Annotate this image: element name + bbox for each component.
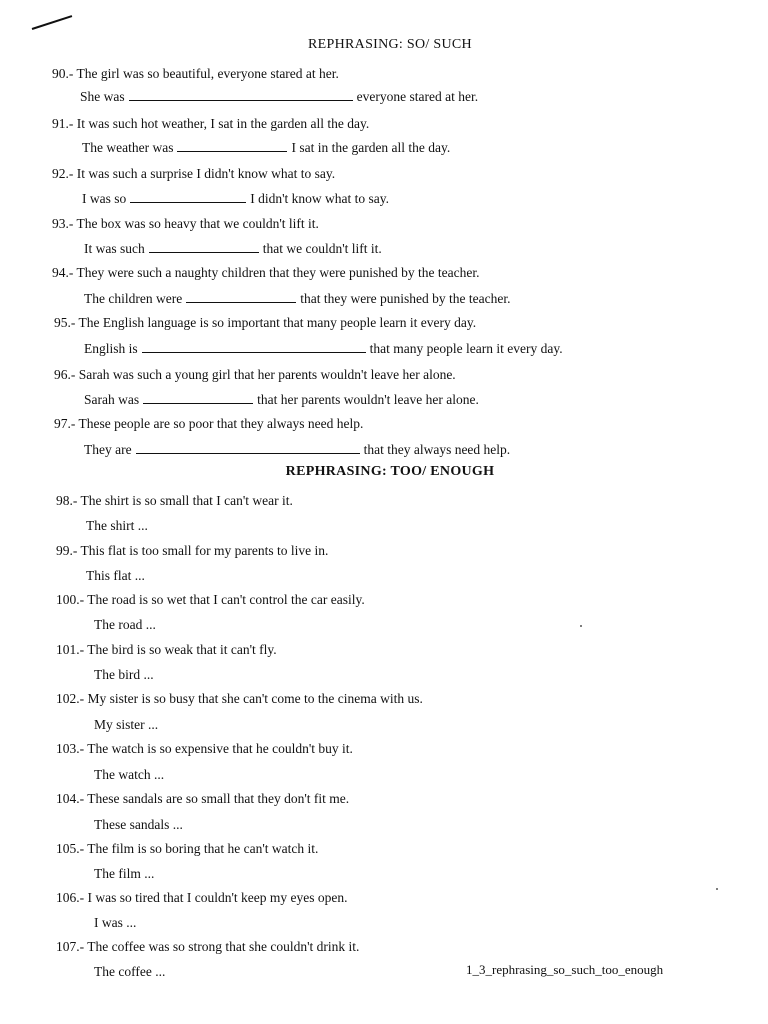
question-96: 96.- Sarah was such a young girl that her parents wouldn't leave her alone. bbox=[54, 367, 456, 382]
answer-blank[interactable] bbox=[143, 392, 253, 404]
question-91: 91.- It was such hot weather, I sat in the garden all the day. bbox=[52, 116, 370, 131]
answer-blank[interactable] bbox=[130, 191, 246, 203]
answer-end: that her parents wouldn't leave her alone. bbox=[257, 392, 479, 407]
answer-92 bbox=[82, 191, 389, 207]
title-too-enough: REPHRASING: TOO/ ENOUGH bbox=[285, 464, 495, 479]
answer-100: The road ... bbox=[94, 617, 156, 632]
question-99: 99.- This flat is too small for my parents to live in. bbox=[56, 543, 329, 558]
answer-blank[interactable] bbox=[149, 241, 259, 253]
answer-93 bbox=[84, 241, 382, 257]
answer-95 bbox=[84, 341, 563, 357]
answer-end: I sat in the garden all the day. bbox=[291, 140, 451, 155]
question-102: 102.- My sister is so busy that she can't come to the cinema with us. bbox=[56, 691, 423, 706]
answer-blank[interactable] bbox=[186, 291, 296, 303]
answer-99: This flat ... bbox=[86, 568, 145, 583]
answer-98: The shirt ... bbox=[86, 518, 148, 533]
answer-107: The coffee ... bbox=[94, 964, 166, 979]
question-104: 104.- These sandals are so small that they don't fit me. bbox=[56, 791, 350, 806]
answer-start: They are bbox=[84, 442, 132, 457]
answer-start: The children were bbox=[84, 291, 183, 306]
answer-103: The watch ... bbox=[94, 767, 165, 782]
answer-blank[interactable] bbox=[142, 341, 366, 353]
answer-91 bbox=[82, 140, 450, 156]
question-94: 94.- They were such a naughty children that they were punished by the teacher. bbox=[52, 265, 480, 280]
question-93: 93.- The box was so heavy that we couldn't lift it. bbox=[52, 216, 319, 231]
answer-90 bbox=[80, 89, 478, 105]
answer-97 bbox=[84, 442, 510, 458]
answer-start: She was bbox=[80, 89, 125, 104]
answer-end: that many people learn it every day. bbox=[369, 341, 563, 356]
answer-start: I was so bbox=[82, 191, 127, 206]
footer-filename: 1_3_rephrasing_so_such_too_enough bbox=[466, 962, 664, 977]
answer-104: These sandals ... bbox=[94, 817, 183, 832]
question-105: 105.- The film is so boring that he can't watch it. bbox=[56, 841, 319, 856]
question-100: 100.- The road is so wet that I can't control the car easily. bbox=[56, 592, 365, 607]
answer-end: I didn't know what to say. bbox=[250, 191, 390, 206]
answer-blank[interactable] bbox=[129, 89, 353, 101]
question-107: 107.- The coffee was so strong that she couldn't drink it. bbox=[56, 939, 360, 954]
answer-start: The weather was bbox=[82, 140, 174, 155]
answer-end: that they always need help. bbox=[363, 442, 511, 457]
answer-blank[interactable] bbox=[177, 140, 287, 152]
question-92: 92.- It was such a surprise I didn't know what to say. bbox=[52, 166, 336, 181]
question-95: 95.- The English language is so important that many people learn it every day. bbox=[54, 315, 477, 330]
pen-mark bbox=[32, 15, 73, 30]
answer-106: I was ... bbox=[94, 915, 137, 930]
scan-speck bbox=[580, 625, 582, 627]
answer-105: The film ... bbox=[94, 866, 155, 881]
question-97: 97.- These people are so poor that they always need help. bbox=[54, 416, 364, 431]
question-98: 98.- The shirt is so small that I can't wear it. bbox=[56, 493, 293, 508]
title-so-such: REPHRASING: SO/ SUCH bbox=[308, 37, 472, 52]
answer-101: The bird ... bbox=[94, 667, 154, 682]
answer-94 bbox=[84, 291, 511, 307]
scan-speck bbox=[716, 888, 718, 890]
answer-blank[interactable] bbox=[136, 442, 360, 454]
answer-end: that we couldn't lift it. bbox=[262, 241, 382, 256]
question-106: 106.- I was so tired that I couldn't keep my eyes open. bbox=[56, 890, 348, 905]
answer-102: My sister ... bbox=[94, 717, 159, 732]
answer-96 bbox=[84, 392, 479, 408]
question-90: 90.- The girl was so beautiful, everyone stared at her. bbox=[52, 66, 339, 81]
question-103: 103.- The watch is so expensive that he couldn't buy it. bbox=[56, 741, 353, 756]
answer-start: Sarah was bbox=[84, 392, 140, 407]
answer-start: It was such bbox=[84, 241, 145, 256]
question-101: 101.- The bird is so weak that it can't fly. bbox=[56, 642, 277, 657]
answer-end: everyone stared at her. bbox=[356, 89, 479, 104]
answer-start: English is bbox=[84, 341, 138, 356]
answer-end: that they were punished by the teacher. bbox=[300, 291, 511, 306]
